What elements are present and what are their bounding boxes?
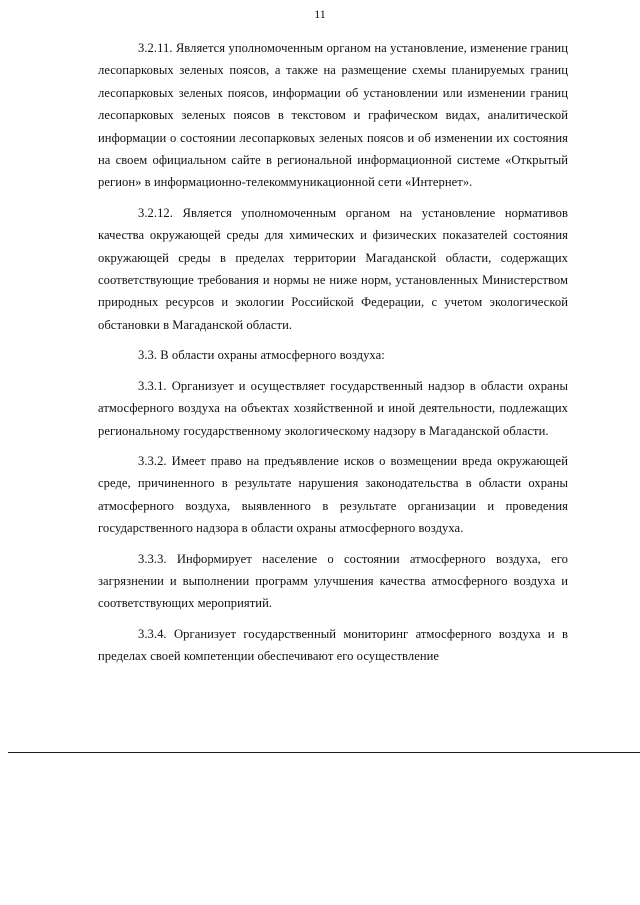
paragraph-3-3-3: 3.3.3. Информирует население о состоянии атмосферного воздуха, его загрязнении и выполнении программ улучшения качества атмосферного воздуха и соответствующих мероприятий. <box>98 551 568 611</box>
paragraph-3-3-1: 3.3.1. Организует и осуществляет государственный надзор в области охраны атмосферного воздуха на объектах хозяйственной и иной деятельности, подлежащих региональному государственному экологическому надзору в Магаданской области. <box>98 378 568 438</box>
page-divider <box>8 752 640 753</box>
paragraph-3-3-2: 3.3.2. Имеет право на предъявление исков о возмещении вреда окружающей среде, причиненного в результате нарушения законодательства в области охраны атмосферного воздуха, выявленного в результате организации и проведения государственного надзора в области охраны атмосферного воздуха. <box>98 453 568 536</box>
paragraph-3-3-4: 3.3.4. Организует государственный мониторинг атмосферного воздуха и в пределах своей компетенции обеспечивают его осуществление <box>98 626 568 664</box>
section-heading-3-3: 3.3. В области охраны атмосферного воздуха: <box>138 348 385 363</box>
paragraph-3-2-11: 3.2.11. Является уполномоченным органом на установление, изменение границ лесопарковых зеленых поясов, а также на размещение схемы планируемых границ лесопарковых зеленых поясов, информации об установлении или изменении границ лесопарковых зеленых поясов в текстовом и графическом видах, аналитической информации о состоянии лесопарковых зеленых поясов и об изменении их состояния на своем официальном сайте в региональной информационной системе «Открытый регион» в информационно-телекоммуникационной сети «Интернет». <box>98 41 568 190</box>
page-number: 11 <box>314 7 326 21</box>
paragraph-3-2-12: 3.2.12. Является уполномоченным органом на установление нормативов качества окружающей среды для химических и физических показателей состояния окружающей среды в пределах территории Магаданской области, содержащих соответствующие требования и нормы не ниже норм, установленных Министерством природных ресурсов и экологии Российской Федерации, с учетом экологической обстановки в Магаданской области. <box>98 205 568 332</box>
document-body <box>98 37 568 668</box>
